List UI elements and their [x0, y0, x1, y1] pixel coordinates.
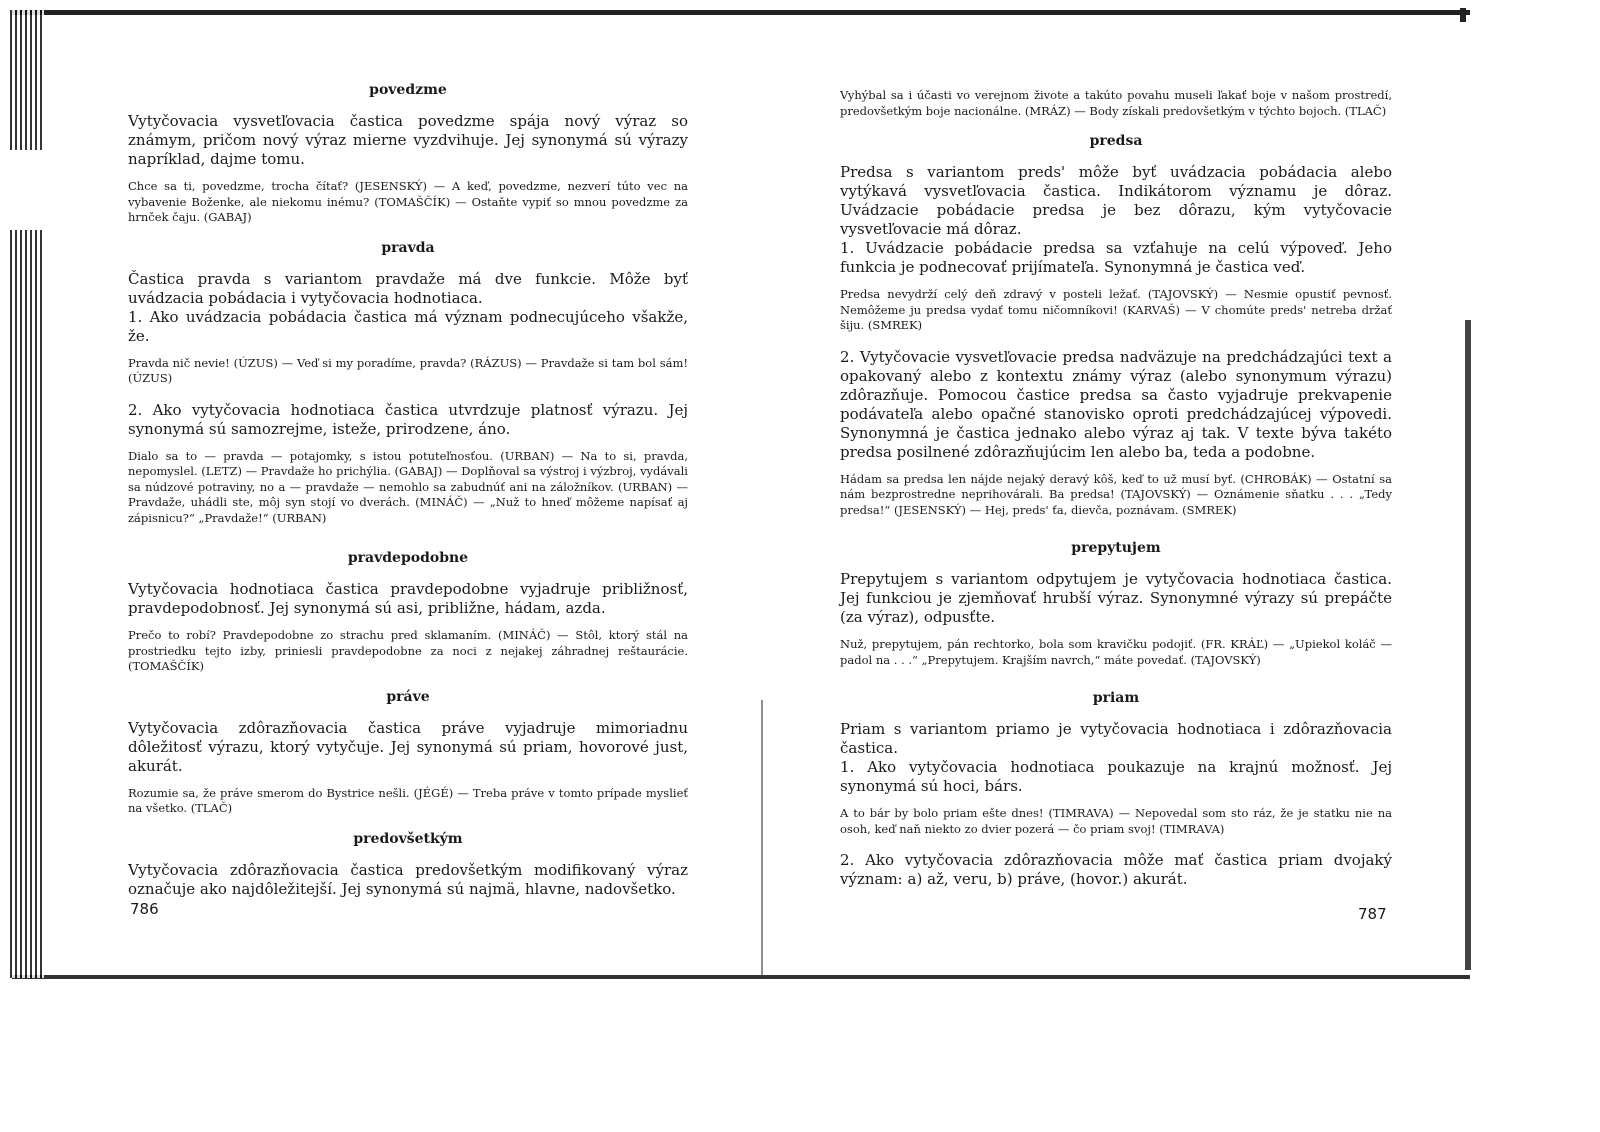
entry-examples: Rozumie sa, že práve smerom do Bystrice nešli. (JÉGÉ) — Treba práve v tomto prípade myslieť na všetko. (TLAČ) — [128, 785, 688, 815]
headword-pravda: pravda — [381, 239, 435, 256]
entry-point-1: 1. Uvádzacie pobádacie predsa sa vzťahuje na celú výpoveď. Jeho funkcia je podnecovať prijímateľa. Synonymná je častica veď. — [840, 239, 1392, 276]
entry-body: Vytyčovacia zdôrazňovacia častica predovšetkým modifikovaný výraz označuje ako najdôležitejší. Jej synonymá sú najmä, hlavne, nadovšetko. — [128, 860, 688, 898]
headword-predovsetkym: predovšetkým — [353, 830, 463, 847]
entry-point-2: 2. Vytyčovacie vysvetľovacie predsa nadväzuje na predchádzajúci text a opakovaný alebo z kontextu známy výraz (alebo synonymum výrazu) zdôrazňuje. Pomocou častice predsa sa často vyjadruje prekvapenie podávateľa alebo opačné stanovisko oproti predchádzajúcej výpovedi. Synonymná je častica jednako alebo výraz aj tak. V texte býva takéto predsa posilnené zdôrazňujúcim len alebo ba, teda a podobne. — [840, 347, 1392, 461]
entry-body: Prepytujem s variantom odpytujem je vytyčovacia hodnotiaca častica. Jej funkciou je zjemňovať hrubší výraz. Synonymné výrazy sú prepáčte (za výraz), odpusťte. — [840, 570, 1392, 626]
entry-point-1: 1. Ako vytyčovacia hodnotiaca poukazuje na krajnú možnosť. Jej synonymá sú hoci, bárs. — [840, 758, 1392, 795]
headword-pravdepodobne: pravdepodobne — [347, 550, 469, 566]
entry-examples-2: Hádam sa predsa len nájde nejaký deravý kôš, keď to už musí byť. (CHROBÁK) — Ostatní sa nám bezprostredne neprihovárali. Ba predsa! (TAJOVSKÝ) — Oznámenie sňatku . . . „Tedy predsa!“ (JESENSKÝ) — Hej, preds' ťa, dievča, poznávam. (SMREK) — [840, 471, 1392, 517]
page-number-left: 786 — [130, 900, 159, 918]
entry-body: Predsa s variantom preds' môže byť uvádzacia pobádacia alebo vytýkavá vysvetľovacia častica. Indikátorom významu je dôraz. Uvádzacie pobádacie predsa je bez dôrazu, kým vytyčovacie vysvetľovacie má dôraz. — [840, 163, 1392, 238]
scan-top-border — [12, 10, 1470, 15]
entry-body: Častica pravda s variantom pravdaže má dve funkcie. Môže byť uvádzacia pobádacia i vytyčovacia hodnotiaca. — [128, 269, 688, 307]
entry-examples: Chce sa ti, povedzme, trocha čítať? (JESENSKÝ) — A keď, povedzme, nezverí túto vec na vybavenie Boženke, ale niekomu inému? (TOMAŠČÍK) — Ostaňte vypiť so mnou povedzme za hrnček čaju. (GABAJ) — [128, 179, 688, 224]
entry-examples: Nuž, prepytujem, pán rechtorko, bola som kravičku podojiť. (FR. KRÁĽ) — „Upiekol koláč — padol na . . .“ „Prepytujem. Krajším navrch,“ máte povedať. (TAJOVSKÝ) — [840, 637, 1392, 667]
entry-body: Vytyčovacia hodnotiaca častica pravdepodobne vyjadruje približnosť, pravdepodobnosť. Jej synonymá sú asi, približne, hádam, azda. — [128, 580, 688, 617]
entry-examples-2: Dialo sa to — pravda — potajomky, s istou potuteľnosťou. (URBAN) — Na to si, pravda, nepomyslel. (LETZ) — Pravdaže ho prichýlia. (GABAJ) — Doplňoval sa výstroj i výzbroj, vydávali sa núdzové potraviny, no a — pravdaže — nemohlo sa zabudnúť ani na záložníkov. (URBAN) — Pravdaže, uhádli ste, môj syn stojí vo dverách. (MINÁČ) — „Nuž to hneď môžeme napísať aj zápisnicu?“ „Pravdaže!“ (URBAN) — [128, 448, 688, 525]
headword-predsa: predsa — [1089, 133, 1143, 149]
page-number-right: 787 — [1358, 905, 1387, 923]
book-spine — [761, 700, 763, 976]
continued-examples: Vyhýbal sa i účasti vo verejnom živote a takúto povahu museli ľakať boje v našom prostredí, predovšetkým boje nacionálne. (MRÁZ) — Body získali predovšetkým v týchto bojoch. (TLAČ) — [840, 88, 1392, 118]
entry-examples-1: Pravda nič nevie! (ÚZUS) — Veď si my poradíme, pravda? (RÁZUS) — Pravdaže si tam bol sám! (ÚZUS) — [128, 355, 688, 385]
right-page — [840, 88, 1392, 899]
headword-prepytujem: prepytujem — [1071, 540, 1161, 556]
scan-bottom-border — [12, 975, 1470, 979]
scan-top-corner — [1460, 8, 1466, 22]
entry-body: Vytyčovacia vysvetľovacia častica povedzme spája nový výraz so známym, pričom nový výraz mierne vyzdvihuje. Jej synonymá sú výrazy napríklad, dajme tomu. — [128, 112, 688, 168]
entry-point-2: 2. Ako vytyčovacia hodnotiaca častica utvrdzuje platnosť výrazu. Jej synonymá sú samozrejme, isteže, prirodzene, áno. — [128, 400, 688, 438]
left-page — [128, 82, 688, 909]
scan-right-edge — [1465, 320, 1471, 970]
entry-examples-1: Predsa nevydrží celý deň zdravý v posteli ležať. (TAJOVSKÝ) — Nesmie opustiť pevnosť. Nemôžeme ju predsa vydať tomu ničomníkovi! (KARVAŠ) — V chomúte preds' netreba držať šiju. (SMREK) — [840, 287, 1392, 332]
headword-povedzme: povedzme — [369, 82, 447, 98]
entry-examples: Prečo to robí? Pravdepodobne zo strachu pred sklamaním. (MINÁČ) — Stôl, ktorý stál na prostriedku tejto izby, priniesli pravdepodobne za noci z nejakej záhradnej reštaurácie. (TOMAŠČÍK) — [128, 628, 688, 673]
entry-point-2: 2. Ako vytyčovacia zdôrazňovacia môže mať častica priam dvojaký význam: a) až, veru, b) práve, (hovor.) akurát. — [840, 851, 1392, 888]
entry-body: Priam s variantom priamo je vytyčovacia hodnotiaca i zdôrazňovacia častica. — [840, 720, 1392, 757]
entry-body: Vytyčovacia zdôrazňovacia častica práve vyjadruje mimoriadnu dôležitosť výrazu, ktorý vytyčuje. Jej synonymá sú priam, hovorové just, akurát. — [128, 718, 688, 775]
headword-priam: priam — [1092, 690, 1140, 706]
entry-examples-1: A to bár by bolo priam ešte dnes! (TIMRAVA) — Nepovedal som sto ráz, že je statku nie na osoh, keď naň niekto zo dvier pozerá — čo priam svoj! (TIMRAVA) — [840, 806, 1392, 836]
entry-point-1: 1. Ako uvádzacia pobádacia častica má význam podnecujúceho všakže, že. — [128, 307, 688, 345]
headword-prave: práve — [386, 688, 430, 705]
